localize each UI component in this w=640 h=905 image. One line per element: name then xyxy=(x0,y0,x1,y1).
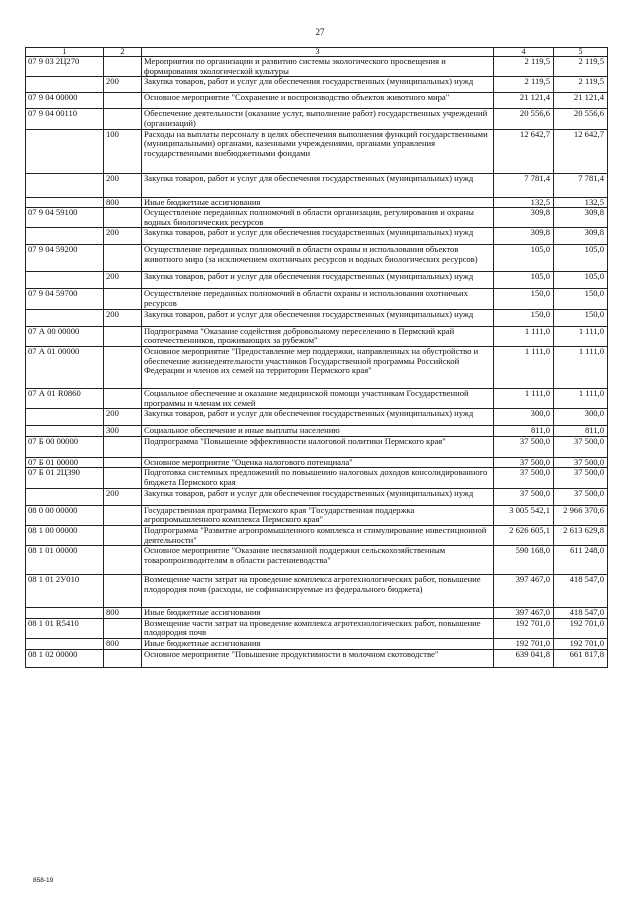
table-row xyxy=(26,649,608,667)
item-name-cell: Обеспечение деятельности (оказание услуг, выполнение работ) государственных учреждений (организаций) xyxy=(142,109,494,129)
amount-year-2-cell: 2 613 629,8 xyxy=(554,525,608,545)
amount-year-1-cell: 3 005 542,1 xyxy=(494,505,554,525)
amount-year-2-cell: 7 781,4 xyxy=(554,173,608,197)
item-name-cell: Иные бюджетные ассигнования xyxy=(142,639,494,650)
amount-year-1-cell: 397 467,0 xyxy=(494,575,554,608)
amount-year-1-cell: 2 119,5 xyxy=(494,77,554,93)
item-name-cell: Подпрограмма "Оказание содействия добровольному переселению в Пермский край соотечественников, проживающих за рубежом" xyxy=(142,326,494,346)
budget-code-cell: 08 0 00 00000 xyxy=(26,505,104,525)
budget-code-cell xyxy=(26,77,104,93)
amount-year-2-cell: 37 500,0 xyxy=(554,468,608,488)
budget-code-cell: 07 Б 01 2Ц390 xyxy=(26,468,104,488)
amount-year-2-cell: 418 547,0 xyxy=(554,608,608,619)
expense-type-cell: 200 xyxy=(104,173,142,197)
expense-type-cell xyxy=(104,505,142,525)
expense-type-cell xyxy=(104,525,142,545)
table-row xyxy=(26,272,608,289)
amount-year-1-cell: 37 500,0 xyxy=(494,436,554,457)
budget-code-cell xyxy=(26,173,104,197)
amount-year-1-cell: 811,0 xyxy=(494,426,554,437)
table-row xyxy=(26,639,608,650)
table-row xyxy=(26,426,608,437)
amount-year-1-cell: 192 701,0 xyxy=(494,618,554,638)
table-row xyxy=(26,245,608,272)
table-row xyxy=(26,228,608,245)
expense-type-cell xyxy=(104,289,142,309)
amount-year-1-cell: 590 168,0 xyxy=(494,546,554,575)
budget-code-cell: 08 1 01 00000 xyxy=(26,546,104,575)
table-row xyxy=(26,575,608,608)
item-name-cell: Закупка товаров, работ и услуг для обеспечения государственных (муниципальных) нужд xyxy=(142,77,494,93)
expense-type-cell xyxy=(104,346,142,388)
item-name-cell: Иные бюджетные ассигнования xyxy=(142,197,494,208)
item-name-cell: Расходы на выплаты персоналу в целях обеспечения выполнения функций государственными (муниципальными) органами, казенными учреждениями, органами управления государственными внебюджетными фондами xyxy=(142,129,494,173)
amount-year-1-cell: 37 500,0 xyxy=(494,457,554,468)
budget-code-cell: 08 1 00 00000 xyxy=(26,525,104,545)
amount-year-2-cell: 309,8 xyxy=(554,208,608,228)
amount-year-2-cell: 150,0 xyxy=(554,289,608,309)
expense-type-cell xyxy=(104,575,142,608)
amount-year-2-cell: 132,5 xyxy=(554,197,608,208)
table-row xyxy=(26,309,608,326)
column-number-1: 1 xyxy=(26,48,104,57)
budget-code-cell: 07 9 04 59100 xyxy=(26,208,104,228)
budget-code-cell: 07 9 04 59700 xyxy=(26,289,104,309)
amount-year-2-cell: 192 701,0 xyxy=(554,618,608,638)
table-row xyxy=(26,409,608,426)
expense-type-cell: 300 xyxy=(104,426,142,437)
amount-year-1-cell: 37 500,0 xyxy=(494,488,554,505)
budget-code-cell: 08 1 01 R5410 xyxy=(26,618,104,638)
amount-year-1-cell: 12 642,7 xyxy=(494,129,554,173)
expense-type-cell xyxy=(104,109,142,129)
item-name-cell: Основное мероприятие "Повышение продуктивности в молочном скотоводстве" xyxy=(142,649,494,667)
table-row xyxy=(26,109,608,129)
expense-type-cell xyxy=(104,436,142,457)
table-row xyxy=(26,436,608,457)
amount-year-1-cell: 1 111,0 xyxy=(494,326,554,346)
expense-type-cell xyxy=(104,326,142,346)
expense-type-cell: 100 xyxy=(104,129,142,173)
item-name-cell: Основное мероприятие "Оценка налогового потенциала" xyxy=(142,457,494,468)
budget-code-cell: 08 1 02 00000 xyxy=(26,649,104,667)
amount-year-2-cell: 150,0 xyxy=(554,309,608,326)
item-name-cell: Закупка товаров, работ и услуг для обеспечения государственных (муниципальных) нужд xyxy=(142,272,494,289)
table-row xyxy=(26,208,608,228)
item-name-cell: Подпрограмма "Развитие агропромышленного комплекса и стимулирование инвестиционной деятельности" xyxy=(142,525,494,545)
item-name-cell: Социальное обеспечение и оказание медицинской помощи участникам Государственной программы и членам их семей xyxy=(142,388,494,408)
item-name-cell: Возмещение части затрат на проведение комплекса агротехнологических работ, повышение плодородия почв xyxy=(142,618,494,638)
expense-type-cell xyxy=(104,468,142,488)
amount-year-2-cell: 37 500,0 xyxy=(554,457,608,468)
amount-year-1-cell: 2 626 605,1 xyxy=(494,525,554,545)
budget-code-cell: 07 А 01 R0860 xyxy=(26,388,104,408)
amount-year-1-cell: 150,0 xyxy=(494,309,554,326)
table-row xyxy=(26,468,608,488)
budget-code-cell xyxy=(26,608,104,619)
amount-year-1-cell: 192 701,0 xyxy=(494,639,554,650)
table-row xyxy=(26,173,608,197)
amount-year-1-cell: 37 500,0 xyxy=(494,468,554,488)
budget-code-cell xyxy=(26,197,104,208)
expense-type-cell xyxy=(104,457,142,468)
table-row xyxy=(26,488,608,505)
expense-type-cell xyxy=(104,546,142,575)
amount-year-1-cell: 2 119,5 xyxy=(494,57,554,77)
column-number-2: 2 xyxy=(104,48,142,57)
amount-year-1-cell: 397 467,0 xyxy=(494,608,554,619)
expense-type-cell xyxy=(104,649,142,667)
amount-year-2-cell: 611 248,0 xyxy=(554,546,608,575)
expense-type-cell xyxy=(104,388,142,408)
column-number-4: 4 xyxy=(494,48,554,57)
amount-year-1-cell: 150,0 xyxy=(494,289,554,309)
table-row xyxy=(26,505,608,525)
budget-code-cell: 07 А 01 00000 xyxy=(26,346,104,388)
table-row xyxy=(26,197,608,208)
expense-type-cell: 200 xyxy=(104,309,142,326)
expense-type-cell: 200 xyxy=(104,488,142,505)
column-number-row xyxy=(26,48,608,57)
table-row xyxy=(26,326,608,346)
amount-year-1-cell: 639 041,8 xyxy=(494,649,554,667)
item-name-cell: Социальное обеспечение и иные выплаты населению xyxy=(142,426,494,437)
budget-code-cell: 07 9 04 59200 xyxy=(26,245,104,272)
budget-code-cell: 07 А 00 00000 xyxy=(26,326,104,346)
amount-year-1-cell: 309,8 xyxy=(494,228,554,245)
expense-type-cell: 200 xyxy=(104,409,142,426)
amount-year-2-cell: 2 966 370,6 xyxy=(554,505,608,525)
expense-type-cell xyxy=(104,93,142,109)
expense-type-cell xyxy=(104,618,142,638)
expense-type-cell: 800 xyxy=(104,197,142,208)
expense-type-cell xyxy=(104,57,142,77)
budget-code-cell: 08 1 01 2У010 xyxy=(26,575,104,608)
expense-type-cell: 200 xyxy=(104,272,142,289)
table-row xyxy=(26,129,608,173)
expense-type-cell xyxy=(104,208,142,228)
budget-code-cell: 07 Б 01 00000 xyxy=(26,457,104,468)
item-name-cell: Возмещение части затрат на проведение комплекса агротехнологических работ, повышение плодородия почв (расходы, не софинансируемые из федерального бюджета) xyxy=(142,575,494,608)
item-name-cell: Осуществление переданных полномочий в области организации, регулирования и охраны водных биологических ресурсов xyxy=(142,208,494,228)
item-name-cell: Подготовка системных предложений по повышению налоговых доходов консолидированного бюджета Пермского края xyxy=(142,468,494,488)
table-row xyxy=(26,57,608,77)
budget-code-cell: 07 9 04 00000 xyxy=(26,93,104,109)
amount-year-1-cell: 1 111,0 xyxy=(494,388,554,408)
expense-type-cell: 200 xyxy=(104,77,142,93)
item-name-cell: Основное мероприятие "Предоставление мер поддержки, направленных на обустройство и обеспечение жизнедеятельности участников Государственной программы Российской Федерации и членов их семей на территории Пермского края" xyxy=(142,346,494,388)
amount-year-2-cell: 811,0 xyxy=(554,426,608,437)
expense-type-cell: 200 xyxy=(104,228,142,245)
column-number-5: 5 xyxy=(554,48,608,57)
budget-code-cell: 07 9 04 00110 xyxy=(26,109,104,129)
amount-year-2-cell: 21 121,4 xyxy=(554,93,608,109)
budget-code-cell: 07 9 03 2Ц270 xyxy=(26,57,104,77)
item-name-cell: Закупка товаров, работ и услуг для обеспечения государственных (муниципальных) нужд xyxy=(142,309,494,326)
page-number: 27 xyxy=(315,27,325,37)
item-name-cell: Государственная программа Пермского края "Государственная поддержка агропромышленного комплекса Пермского края" xyxy=(142,505,494,525)
amount-year-2-cell: 1 111,0 xyxy=(554,388,608,408)
budget-code-cell xyxy=(26,228,104,245)
amount-year-2-cell: 1 111,0 xyxy=(554,346,608,388)
amount-year-2-cell: 37 500,0 xyxy=(554,488,608,505)
amount-year-2-cell: 1 111,0 xyxy=(554,326,608,346)
budget-code-cell: 07 Б 00 00000 xyxy=(26,436,104,457)
item-name-cell: Осуществление переданных полномочий в области охраны и использования охотничьих ресурсов xyxy=(142,289,494,309)
table-row xyxy=(26,546,608,575)
budget-code-cell xyxy=(26,309,104,326)
budget-code-cell xyxy=(26,272,104,289)
budget-code-cell xyxy=(26,409,104,426)
table-row xyxy=(26,388,608,408)
item-name-cell: Закупка товаров, работ и услуг для обеспечения государственных (муниципальных) нужд xyxy=(142,173,494,197)
table-row xyxy=(26,289,608,309)
budget-code-cell xyxy=(26,639,104,650)
amount-year-2-cell: 2 119,5 xyxy=(554,77,608,93)
budget-table xyxy=(25,47,608,668)
amount-year-1-cell: 300,0 xyxy=(494,409,554,426)
budget-code-cell xyxy=(26,426,104,437)
table-row xyxy=(26,77,608,93)
table-row xyxy=(26,346,608,388)
expense-type-cell: 800 xyxy=(104,639,142,650)
item-name-cell: Подпрограмма "Повышение эффективности налоговой политики Пермского края" xyxy=(142,436,494,457)
item-name-cell: Основное мероприятие "Сохранение и воспроизводство объектов животного мира" xyxy=(142,93,494,109)
amount-year-2-cell: 105,0 xyxy=(554,272,608,289)
amount-year-1-cell: 132,5 xyxy=(494,197,554,208)
amount-year-1-cell: 1 111,0 xyxy=(494,346,554,388)
amount-year-2-cell: 300,0 xyxy=(554,409,608,426)
table-row xyxy=(26,93,608,109)
table-row xyxy=(26,457,608,468)
budget-table-body xyxy=(26,48,608,668)
table-row xyxy=(26,618,608,638)
table-row xyxy=(26,608,608,619)
column-number-3: 3 xyxy=(142,48,494,57)
expense-type-cell xyxy=(104,245,142,272)
amount-year-1-cell: 105,0 xyxy=(494,272,554,289)
amount-year-2-cell: 2 119,5 xyxy=(554,57,608,77)
amount-year-2-cell: 12 642,7 xyxy=(554,129,608,173)
table-row xyxy=(26,525,608,545)
amount-year-2-cell: 20 556,6 xyxy=(554,109,608,129)
item-name-cell: Закупка товаров, работ и услуг для обеспечения государственных (муниципальных) нужд xyxy=(142,488,494,505)
amount-year-1-cell: 309,8 xyxy=(494,208,554,228)
amount-year-1-cell: 21 121,4 xyxy=(494,93,554,109)
item-name-cell: Закупка товаров, работ и услуг для обеспечения государственных (муниципальных) нужд xyxy=(142,409,494,426)
item-name-cell: Осуществление переданных полномочий в области охраны и использования объектов животного мира (за исключением охотничьих ресурсов и водных биологических ресурсов) xyxy=(142,245,494,272)
item-name-cell: Основное мероприятие "Оказание несвязанной поддержки сельскохозяйственным товаропроизводителям в области растениеводства" xyxy=(142,546,494,575)
amount-year-2-cell: 105,0 xyxy=(554,245,608,272)
expense-type-cell: 800 xyxy=(104,608,142,619)
budget-code-cell xyxy=(26,488,104,505)
amount-year-1-cell: 20 556,6 xyxy=(494,109,554,129)
amount-year-2-cell: 418 547,0 xyxy=(554,575,608,608)
amount-year-2-cell: 192 701,0 xyxy=(554,639,608,650)
amount-year-2-cell: 661 817,8 xyxy=(554,649,608,667)
amount-year-1-cell: 105,0 xyxy=(494,245,554,272)
item-name-cell: Иные бюджетные ассигнования xyxy=(142,608,494,619)
footer-code: 858-19 xyxy=(33,877,54,884)
amount-year-2-cell: 309,8 xyxy=(554,228,608,245)
budget-code-cell xyxy=(26,129,104,173)
amount-year-1-cell: 7 781,4 xyxy=(494,173,554,197)
amount-year-2-cell: 37 500,0 xyxy=(554,436,608,457)
item-name-cell: Мероприятия по организации и развитию системы экологического просвещения и формирования экологической культуры xyxy=(142,57,494,77)
item-name-cell: Закупка товаров, работ и услуг для обеспечения государственных (муниципальных) нужд xyxy=(142,228,494,245)
